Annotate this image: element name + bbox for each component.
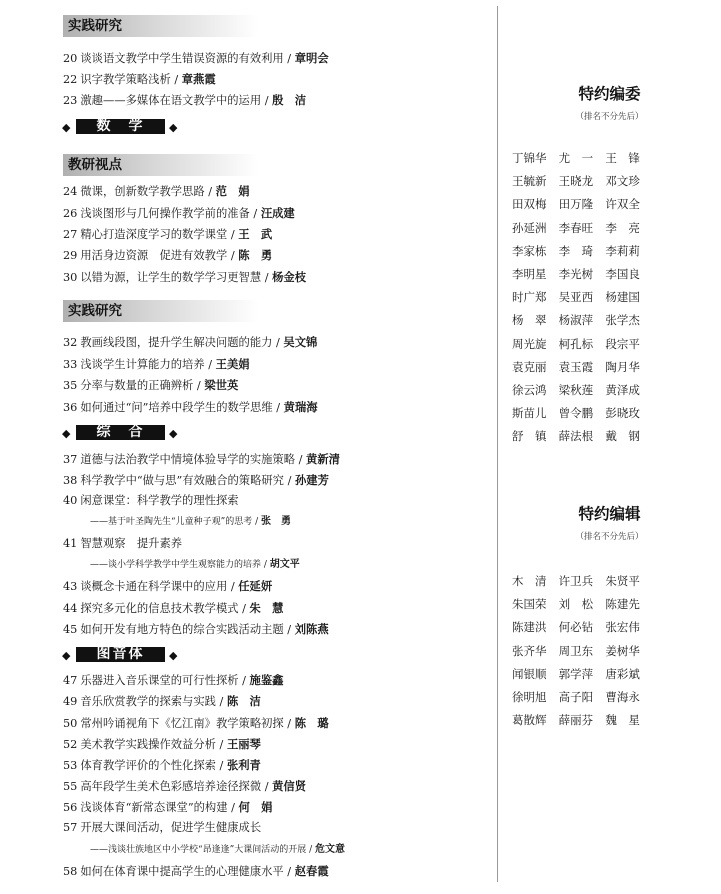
toc-entry[interactable] — [63, 578, 493, 595]
member-name: 李家栋 — [512, 243, 547, 258]
toc-entry[interactable] — [63, 356, 493, 373]
subtitle-text: ——浅谈壮族地区中小学校“昂逢逢”大课间活动的开展 / — [90, 845, 315, 855]
page-number: 53 — [63, 759, 78, 772]
page-number: 55 — [63, 780, 78, 793]
toc-entry[interactable] — [63, 226, 493, 243]
name-row — [512, 666, 652, 689]
toc-entry[interactable] — [63, 536, 493, 552]
editor-name: 张宏伟 — [605, 620, 640, 635]
page-number: 33 — [63, 358, 78, 371]
section-header-practice-research-1: 实践研究 — [63, 15, 258, 37]
article-title: 闲意课堂：科学教学的理性探索 — [80, 494, 239, 507]
toc-subtitle — [90, 558, 490, 572]
member-name: 田万隆 — [558, 197, 594, 212]
member-name: 尤 一 — [558, 151, 594, 165]
member-name: 袁玉霞 — [558, 359, 594, 374]
page-number: 47 — [63, 674, 78, 687]
article-author: 范 娟 — [215, 184, 250, 198]
toc-entry[interactable] — [63, 600, 493, 617]
toc-entry[interactable] — [63, 799, 493, 816]
member-name: 彭晓玫 — [605, 406, 640, 421]
toc-entry[interactable] — [63, 92, 493, 109]
editor-name: 张齐华 — [512, 643, 547, 658]
article-author: 杨金枝 — [272, 270, 307, 284]
article-author: 何 娟 — [238, 800, 273, 814]
name-row — [512, 689, 652, 712]
diamond-icon: ◆ — [169, 649, 178, 662]
article-author: 梁世英 — [204, 378, 239, 392]
article-title: 识字教学策略浅析 / — [80, 73, 182, 86]
toc-entry[interactable] — [63, 736, 493, 753]
article-author: 孙建芳 — [294, 473, 329, 487]
page-number: 29 — [63, 249, 78, 262]
page-number: 35 — [63, 379, 78, 392]
name-row — [512, 643, 652, 666]
name-row — [512, 336, 652, 359]
toc-entry[interactable] — [63, 399, 493, 416]
name-row — [512, 596, 652, 619]
article-author: 章燕霞 — [181, 72, 216, 86]
editor-name: 木 清 — [512, 574, 547, 588]
editor-name: 徐明旭 — [512, 689, 547, 704]
diamond-icon: ◆ — [62, 427, 71, 440]
page-number: 30 — [63, 271, 78, 284]
page-number: 27 — [63, 228, 78, 241]
article-title: 道德与法治教学中情境体验导学的实施策略 / — [80, 453, 307, 466]
article-author: 陈 洁 — [226, 694, 261, 708]
member-name: 斯苗儿 — [512, 406, 547, 421]
name-row — [512, 405, 652, 428]
article-title: 乐器进入音乐课堂的可行性探析 / — [80, 674, 250, 687]
article-title: 体育教学评价的个性化探索 / — [80, 759, 227, 772]
article-author: 施鉴鑫 — [249, 673, 284, 687]
member-name: 曾令鹏 — [558, 406, 594, 421]
toc-entry[interactable] — [63, 757, 493, 774]
article-title: 教画线段图，提升学生解决问题的能力 / — [80, 336, 284, 349]
toc-entry[interactable] — [63, 493, 493, 509]
editors-note: （排名不分先后） — [575, 532, 644, 542]
article-title: 精心打造深度学习的数学课堂 / — [80, 228, 239, 241]
toc-entry[interactable] — [63, 334, 493, 351]
toc-entry[interactable] — [63, 377, 493, 394]
section-header-practice-research-2: 实践研究 — [63, 300, 258, 322]
name-row — [512, 196, 652, 219]
page-number: 57 — [63, 821, 78, 834]
toc-entry[interactable] — [63, 183, 493, 200]
article-author: 汪成建 — [260, 206, 295, 220]
article-title: 如何在体育课中提高学生的心理健康水平 / — [80, 865, 295, 878]
member-name: 杨建国 — [605, 290, 640, 305]
member-name: 薛法根 — [558, 429, 594, 444]
subject-label: 图音体 — [76, 647, 165, 662]
editor-name: 何必钻 — [558, 620, 594, 635]
page-number: 40 — [63, 494, 78, 507]
subject-label: 数 学 — [76, 119, 165, 134]
member-name: 邓文珍 — [605, 174, 640, 189]
member-name: 丁锦华 — [512, 151, 547, 165]
editor-name: 薛丽芬 — [558, 713, 594, 728]
page-number: 26 — [63, 207, 78, 220]
member-name: 李春旺 — [558, 220, 594, 235]
member-name: 徐云鸿 — [512, 382, 547, 397]
article-title: 以错为源，让学生的数学学习更智慧 / — [80, 271, 273, 284]
subject-banner-art-music-pe — [62, 647, 182, 665]
page-number: 43 — [63, 580, 78, 593]
article-author: 吴文锦 — [283, 335, 318, 349]
article-title: 谈谈语文教学中学生错误资源的有效利用 / — [80, 52, 295, 65]
editor-name: 刘 松 — [558, 597, 594, 612]
editor-name: 高子阳 — [558, 689, 594, 704]
article-title: 浅谈体育“新常态课堂”的构建 / — [80, 801, 239, 814]
member-name: 陶月华 — [605, 359, 640, 374]
toc-entry[interactable] — [63, 451, 493, 468]
name-row — [512, 150, 652, 173]
article-author: 王美娟 — [215, 357, 250, 371]
toc-subtitle — [90, 515, 490, 529]
name-row — [512, 312, 652, 335]
toc-entry[interactable] — [63, 472, 493, 489]
subject-label: 综 合 — [76, 425, 165, 440]
article-title: 智慧观察 提升素养 — [80, 537, 183, 550]
page-number: 32 — [63, 336, 78, 349]
toc-entry[interactable] — [63, 693, 493, 710]
article-author: 章明会 — [294, 51, 329, 65]
editor-name: 许卫兵 — [558, 574, 594, 588]
name-row — [512, 359, 652, 382]
name-row — [512, 712, 652, 735]
article-author: 张利青 — [226, 758, 261, 772]
member-name: 段宗平 — [605, 336, 640, 351]
page-number: 58 — [63, 865, 78, 878]
toc-entry[interactable] — [63, 50, 493, 67]
member-name: 张学杰 — [605, 313, 640, 328]
name-row — [512, 173, 652, 196]
member-name: 杨 翠 — [512, 313, 547, 328]
page-number: 37 — [63, 453, 78, 466]
subject-banner-math — [62, 119, 182, 137]
name-row — [512, 289, 652, 312]
member-name: 杨淑萍 — [558, 313, 594, 328]
article-title: 开展大课间活动，促进学生健康成长 — [80, 821, 262, 834]
article-title: 浅谈图形与几何操作教学前的准备 / — [80, 207, 261, 220]
editorial-board-panel — [498, 0, 721, 894]
member-name: 周光旋 — [512, 336, 547, 351]
toc-entry[interactable] — [63, 863, 493, 880]
editor-name: 唐彩斌 — [605, 666, 640, 681]
member-name: 王 锋 — [605, 151, 640, 165]
member-name: 黄泽成 — [605, 382, 640, 397]
page-number: 44 — [63, 602, 78, 615]
page-number: 52 — [63, 738, 78, 751]
name-row — [512, 619, 652, 642]
article-title: 高年段学生美术色彩感培养途径探微 / — [80, 780, 273, 793]
page-number: 41 — [63, 537, 78, 550]
article-title: 用活身边资源 促进有效教学 / — [80, 249, 239, 262]
article-title: 激趣——多媒体在语文教学中的运用 / — [80, 94, 273, 107]
subtitle-text: ——基于叶圣陶先生“儿童种子观”的思考 / — [90, 517, 261, 527]
page-number: 38 — [63, 474, 78, 487]
page-number: 56 — [63, 801, 78, 814]
diamond-icon: ◆ — [169, 121, 178, 134]
page-number: 24 — [63, 185, 78, 198]
article-title: 如何通过“问”培养中段学生的数学思维 / — [80, 401, 284, 414]
editors-title: 特约编辑 — [578, 505, 641, 523]
editor-name: 闻银顺 — [512, 666, 547, 681]
member-name: 王晓龙 — [558, 174, 594, 189]
member-name: 李莉莉 — [605, 243, 640, 258]
name-row — [512, 428, 652, 451]
article-author: 王 武 — [238, 227, 273, 241]
member-name: 李 琦 — [558, 243, 594, 258]
article-title: 如何开发有地方特色的综合实践活动主题 / — [80, 623, 295, 636]
name-row — [512, 573, 652, 596]
article-author: 朱 慧 — [249, 601, 284, 615]
editor-name: 陈建洪 — [512, 620, 547, 635]
toc-entry[interactable] — [63, 71, 493, 88]
editor-name: 曹海永 — [605, 689, 640, 704]
toc-entry[interactable] — [63, 205, 493, 222]
diamond-icon: ◆ — [169, 427, 178, 440]
editors-name-grid — [512, 573, 652, 735]
member-name: 戴 钢 — [605, 429, 640, 444]
article-title: 科学教学中“做与思”有效融合的策略研究 / — [80, 474, 295, 487]
name-row — [512, 266, 652, 289]
subject-banner-comprehensive — [62, 425, 182, 443]
page-number: 49 — [63, 695, 78, 708]
name-row — [512, 220, 652, 243]
article-author: 陈 勇 — [238, 248, 273, 262]
member-name: 王毓新 — [512, 174, 547, 189]
page-number: 45 — [63, 623, 78, 636]
page-number: 22 — [63, 73, 78, 86]
toc-entry[interactable] — [63, 672, 493, 689]
article-author: 赵春霞 — [294, 864, 329, 878]
member-name: 李明星 — [512, 266, 547, 281]
editor-name: 姜树华 — [605, 643, 640, 658]
page-number: 36 — [63, 401, 78, 414]
editor-name: 葛散辉 — [512, 713, 547, 728]
page-number: 20 — [63, 52, 78, 65]
editor-name: 周卫东 — [558, 643, 594, 658]
article-author: 胡文平 — [269, 559, 300, 570]
article-author: 黄新清 — [306, 452, 340, 466]
member-name: 李国良 — [605, 266, 640, 281]
toc-subtitle — [90, 843, 490, 857]
member-name: 柯孔标 — [558, 336, 594, 351]
article-title: 常州吟诵视角下《忆江南》教学策略初探 / — [80, 717, 295, 730]
editor-name: 朱国荣 — [512, 597, 547, 612]
member-name: 孙延洲 — [512, 220, 547, 235]
subtitle-text: ——谈小学科学教学中学生观察能力的培养 / — [90, 560, 270, 570]
article-author: 危文意 — [314, 844, 345, 855]
article-author: 张 勇 — [260, 516, 291, 527]
toc-entry[interactable] — [63, 778, 493, 795]
article-author: 黄信贤 — [272, 779, 307, 793]
article-title: 谈概念卡通在科学课中的应用 / — [80, 580, 239, 593]
toc-entry[interactable] — [63, 621, 493, 638]
member-name: 田双梅 — [512, 197, 547, 212]
editor-name: 魏 星 — [605, 713, 640, 728]
member-name: 李光树 — [558, 266, 594, 281]
article-title: 音乐欣赏教学的探索与实践 / — [80, 695, 227, 708]
article-title: 分率与数量的正确辨析 / — [80, 379, 205, 392]
committee-title: 特约编委 — [578, 85, 641, 103]
article-title: 微课，创新数学教学思路 / — [80, 185, 216, 198]
name-row — [512, 243, 652, 266]
committee-name-grid — [512, 150, 652, 451]
article-author: 陈 璐 — [294, 716, 329, 730]
toc-entry[interactable] — [63, 820, 493, 836]
member-name: 袁克丽 — [512, 359, 547, 374]
toc-entry[interactable] — [63, 269, 493, 286]
article-title: 美术教学实践操作效益分析 / — [80, 738, 227, 751]
member-name: 吴亚西 — [558, 290, 594, 305]
member-name: 梁秋莲 — [558, 382, 594, 397]
article-title: 探究多元化的信息技术教学模式 / — [80, 602, 250, 615]
article-author: 任延妍 — [238, 579, 273, 593]
member-name: 舒 镇 — [512, 429, 547, 444]
member-name: 李 亮 — [605, 220, 640, 235]
toc-entry[interactable] — [63, 715, 493, 732]
member-name: 许双全 — [605, 197, 640, 212]
article-author: 黄瑞海 — [283, 400, 318, 414]
name-row — [512, 382, 652, 405]
toc-entry[interactable] — [63, 247, 493, 264]
diamond-icon: ◆ — [62, 121, 71, 134]
article-author: 殷 洁 — [272, 93, 307, 107]
article-title: 浅谈学生计算能力的培养 / — [80, 358, 216, 371]
article-author: 刘陈燕 — [294, 622, 329, 636]
article-author: 王丽琴 — [226, 737, 261, 751]
editor-name: 朱贤平 — [605, 574, 640, 588]
editor-name: 陈建先 — [605, 597, 640, 612]
page-number: 50 — [63, 717, 78, 730]
page-number: 23 — [63, 94, 78, 107]
section-header-teaching-viewpoint: 教研视点 — [63, 154, 258, 176]
diamond-icon: ◆ — [62, 649, 71, 662]
editor-name: 郭学萍 — [558, 666, 594, 681]
member-name: 时广郑 — [512, 290, 547, 305]
committee-note: （排名不分先后） — [575, 112, 644, 122]
